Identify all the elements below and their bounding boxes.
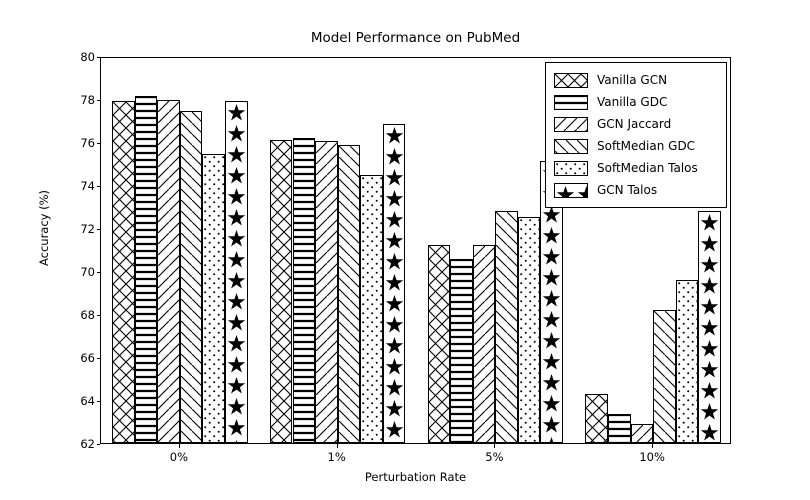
bar [631,424,654,443]
y-tick-label: 76 [80,136,95,150]
bar [202,154,225,443]
bar [180,111,203,443]
legend-label: GCN Jaccard [597,117,672,131]
y-tick-label: 66 [80,351,95,365]
legend-item[interactable] [554,179,718,201]
y-tick-mark [97,444,101,445]
legend-item[interactable] [554,69,718,91]
y-tick-label: 68 [80,308,95,322]
y-tick-label: 70 [80,265,95,279]
legend-swatch [554,161,588,176]
bar [518,217,541,443]
legend-label: SoftMedian Talos [597,161,698,175]
legend-item[interactable] [554,91,718,113]
bar [698,211,721,443]
y-tick-label: 62 [80,437,95,451]
legend-swatch [554,139,588,154]
x-tick-mark [494,444,495,448]
x-tick-mark [337,444,338,448]
bar [338,145,361,443]
legend-swatch [554,117,588,132]
x-tick-mark [652,444,653,448]
bar [383,124,406,443]
legend-swatch [554,183,588,198]
legend-label: GCN Talos [597,183,658,197]
x-tick-label: 0% [169,450,188,464]
bar [676,280,699,443]
bar [315,141,338,443]
legend-swatch [554,95,588,110]
legend-label: SoftMedian GDC [597,139,696,153]
x-axis-label: Perturbation Rate [364,470,467,484]
bar [585,394,608,443]
bar [450,259,473,443]
x-tick-label: 1% [327,450,346,464]
bar [293,138,316,443]
x-tick-label: 5% [485,450,504,464]
y-tick-label: 72 [80,222,95,236]
y-axis-label: Accuracy (%) [37,189,51,267]
legend-item[interactable] [554,135,718,157]
legend-swatch [554,73,588,88]
x-tick-mark [179,444,180,448]
legend-label: Vanilla GCN [597,73,668,87]
bar [495,211,518,443]
bar [608,414,631,443]
bar [270,140,293,443]
legend-label: Vanilla GDC [597,95,668,109]
legend-item[interactable] [554,157,718,179]
bar [428,245,451,443]
bar [225,101,248,443]
bar [135,96,158,443]
chart-title: Model Performance on PubMed [310,30,521,46]
x-tick-label: 10% [639,450,665,464]
y-tick-label: 80 [80,50,95,64]
bar [157,100,180,443]
bar [360,175,383,443]
y-tick-label: 78 [80,93,95,107]
legend-item[interactable] [554,113,718,135]
chart-legend[interactable] [545,62,727,208]
bar [473,245,496,443]
bar [112,101,135,443]
y-tick-label: 74 [80,179,95,193]
bar [653,310,676,443]
y-tick-label: 64 [80,394,95,408]
